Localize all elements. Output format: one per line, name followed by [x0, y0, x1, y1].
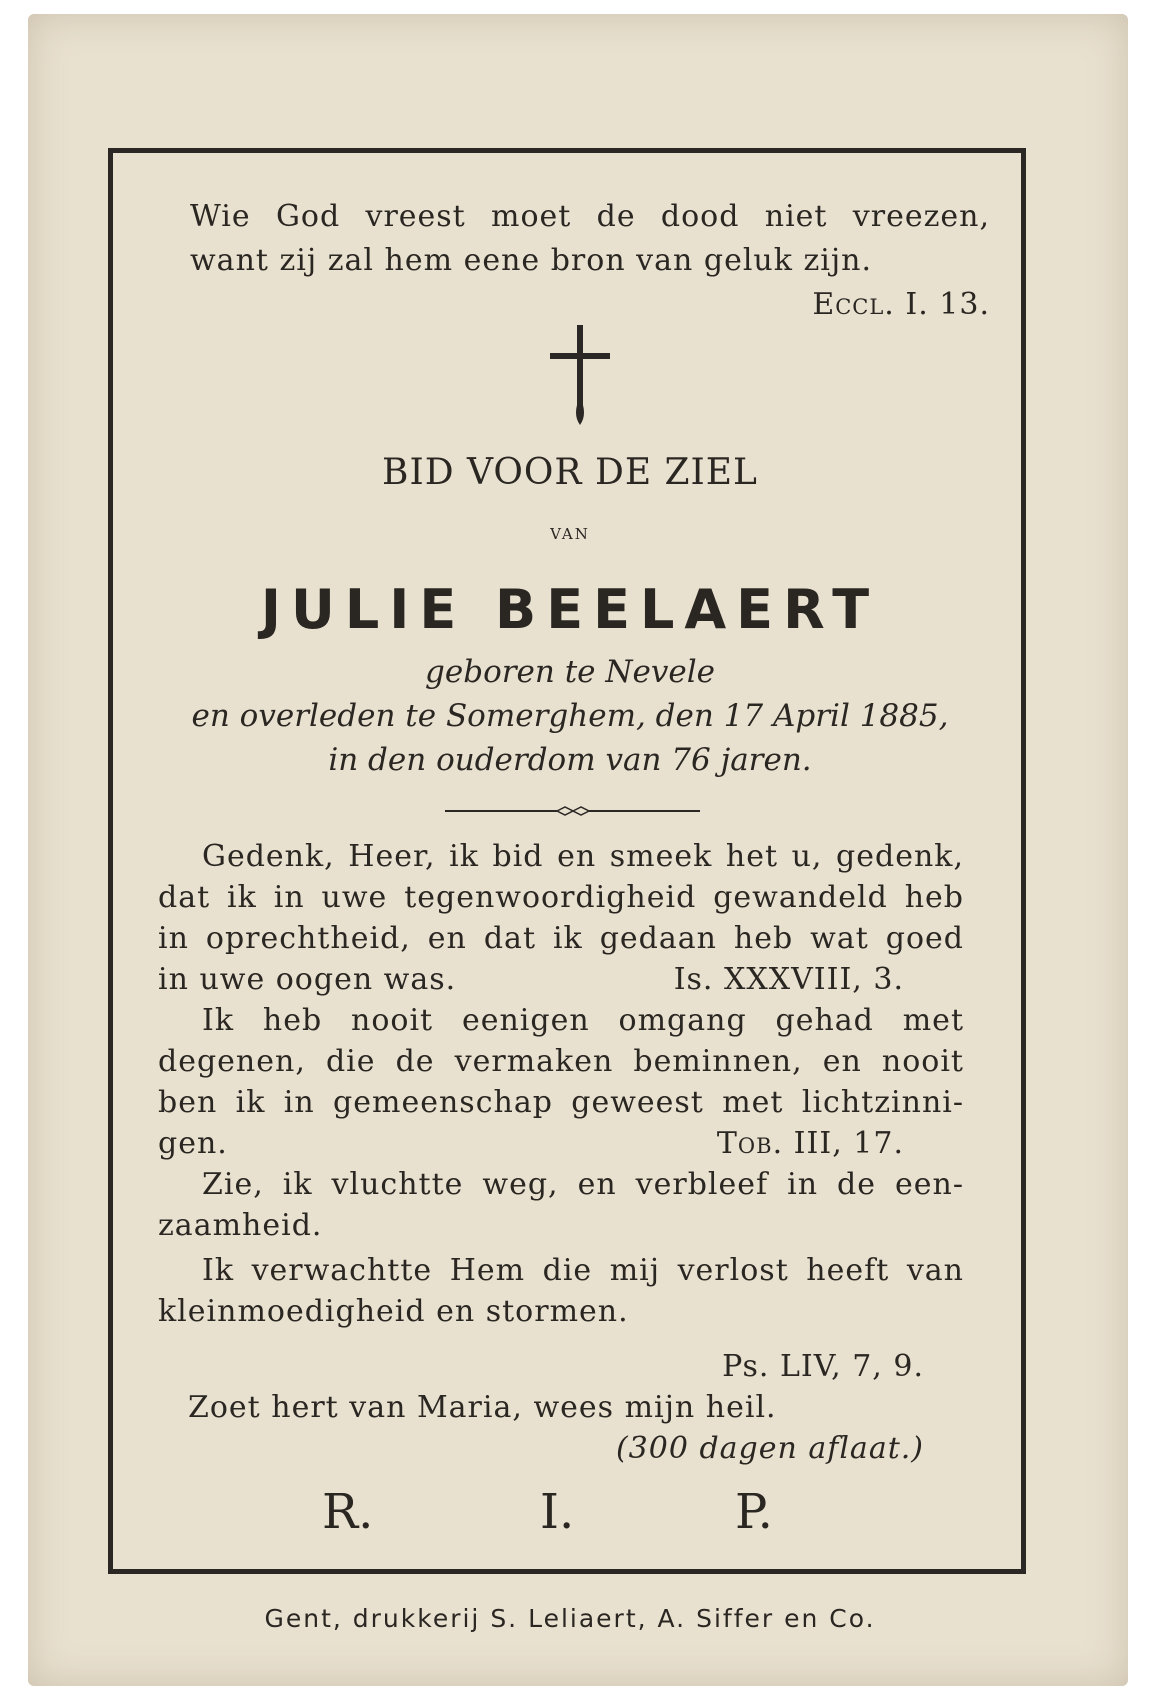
printer-imprint: Gent, drukkerij S. Leliaert, A. Siffer en Co.: [264, 1604, 876, 1633]
prayer-line: ben ik in gemeenschap geweest met lichtzinni-: [158, 1085, 964, 1120]
scripture-reference: Is. XXXVIII, 3.: [673, 962, 904, 997]
scripture-reference: Tob. III, 17.: [716, 1126, 904, 1161]
prayer-line: Gedenk, Heer, ik bid en smeek het u, gedenk,: [202, 839, 964, 874]
prayer-line: degenen, die de vermaken beminnen, en nooit: [158, 1044, 964, 1079]
age-line: in den ouderdom van 76 jaren.: [328, 742, 812, 778]
prayer-line: in uwe oogen was.: [158, 962, 457, 997]
birth-line: geboren te Nevele: [425, 654, 715, 690]
prayer-line: Ik verwachtte Hem die mij verlost heeft van: [202, 1253, 964, 1288]
indulgence-note: (300 dagen aflaat.): [615, 1431, 924, 1466]
prayer-line: kleinmoedigheid en stormen.: [158, 1294, 629, 1329]
prayer-line: Zie, ik vluchtte weg, en verbleef in de een-: [202, 1167, 964, 1202]
deceased-name: JULIE BEELAERT: [260, 578, 880, 641]
epigraph-reference: Eccl. I. 13.: [812, 287, 990, 322]
prayer-line: Zoet hert van Maria, wees mijn heil.: [188, 1390, 777, 1425]
prayer-line: dat ik in uwe tegenwoordigheid gewandeld heb: [158, 880, 964, 915]
prayer-line-with-reference: [158, 1123, 964, 1164]
epigraph-line-1: Wie God vreest moet de dood niet vreezen,: [190, 199, 990, 234]
scripture-reference: Ps. LIV, 7, 9.: [722, 1349, 924, 1384]
prayer-text: [158, 836, 964, 1469]
pray-heading: BID VOOR DE ZIEL: [382, 452, 758, 493]
rip-i: I.: [540, 1484, 575, 1540]
epigraph-line-2: want zij zal hem eene bron van geluk zijn.: [190, 243, 873, 278]
prayer-line-with-reference: [158, 959, 964, 1000]
death-line: en overleden te Somerghem, den 17 April 1885,: [191, 698, 949, 734]
van-label: van: [550, 520, 590, 545]
rip-r: R.: [322, 1484, 374, 1540]
prayer-line: gen.: [158, 1126, 228, 1161]
prayer-line: Ik heb nooit eenigen omgang gehad met: [202, 1003, 964, 1038]
rip-p: P.: [735, 1484, 773, 1540]
prayer-line: in oprechtheid, en dat ik gedaan heb wat goed: [158, 921, 964, 956]
ornamental-divider: [445, 806, 700, 816]
epigraph: [190, 195, 990, 327]
prayer-line: zaamheid.: [158, 1208, 323, 1243]
cross-icon: [550, 325, 610, 425]
